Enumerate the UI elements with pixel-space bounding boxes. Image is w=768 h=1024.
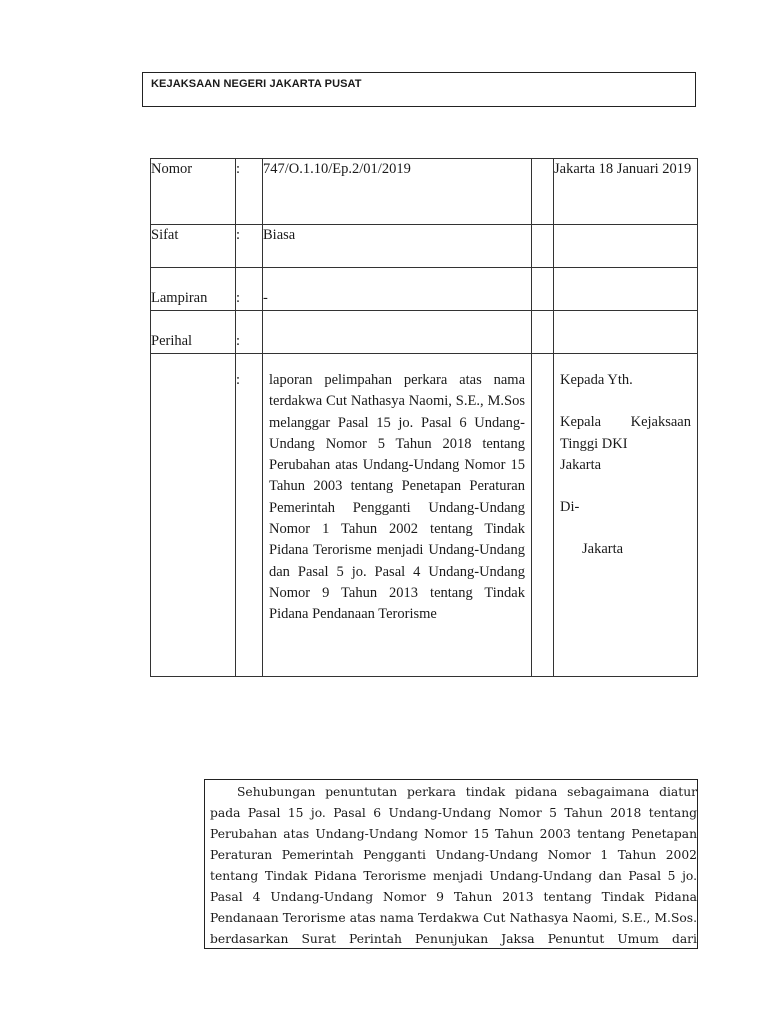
body-line: berdasarkan Surat Perintah Penunjukan Jaksa Penuntut Umum dari	[210, 932, 697, 946]
empty-cell	[554, 225, 698, 268]
row-perihal-content	[151, 354, 698, 677]
sifat-colon: :	[236, 225, 263, 268]
nomor-value: 747/O.1.10/Ep.2/01/2019	[263, 159, 532, 225]
recipient-title-city: Jakarta	[560, 456, 602, 473]
empty-cell	[263, 311, 532, 354]
body-line: pada Pasal 15 jo. Pasal 6 Undang-Undang Nomor 5 Tahun 2018 tentang	[210, 806, 697, 820]
spacer-cell	[532, 159, 554, 225]
recipient-di: Di-	[560, 499, 580, 516]
lampiran-value: -	[263, 268, 532, 311]
row-perihal	[151, 311, 698, 354]
recipient-title: Kepala Kejaksaan Tinggi DKI	[560, 414, 691, 452]
row-nomor	[151, 159, 698, 225]
nomor-colon: :	[236, 159, 263, 225]
empty-cell	[151, 354, 236, 677]
letter-info-table	[150, 158, 698, 677]
spacer-cell	[532, 354, 554, 677]
row-sifat	[151, 225, 698, 268]
content-colon: :	[236, 354, 263, 677]
perihal-content-cell	[263, 354, 532, 677]
spacer-cell	[532, 311, 554, 354]
lampiran-label: Lampiran	[151, 268, 236, 311]
row-lampiran	[151, 268, 698, 311]
body-line: Peraturan Pemerintah Pengganti Undang-Undang Nomor 1 Tahun 2002	[210, 848, 697, 862]
recipient-city: Jakarta	[582, 541, 624, 558]
perihal-content: laporan pelimpahan perkara atas nama terdakwa Cut Nathasya Naomi, S.E., M.Sos melanggar Pasal 15 jo. Pasal 6 Undang-Undang Nomor 5 Tahun 2018 tentang Perubahan atas Undang-Undang Nomor 15 Tahun 2003 tentang Penetapan Peraturan Pemerintah Pengganti Undang-Undang Nomor 1 Tahun 2002 tentang Tindak Pidana Terorisme menjadi Undang-Undang dan Pasal 5 jo. Pasal 4 Undang-Undang Nomor 9 Tahun 2013 tentang Tindak Pidana Pendanaan Terorisme	[269, 372, 525, 623]
letter-date-cell	[554, 159, 698, 225]
perihal-colon: :	[236, 311, 263, 354]
body-line: tentang Tindak Pidana Terorisme menjadi Undang-Undang dan Pasal 5 jo.	[210, 869, 697, 883]
recipient-block	[554, 354, 698, 677]
body-line: Pendanaan Terorisme atas nama Terdakwa Cut Nathasya Naomi, S.E., M.Sos.	[210, 911, 697, 925]
perihal-label: Perihal	[151, 311, 236, 354]
letter-body-box	[204, 779, 698, 949]
sifat-label: Sifat	[151, 225, 236, 268]
institution-header-box	[142, 72, 696, 107]
institution-name: KEJAKSAAN NEGERI JAKARTA PUSAT	[151, 78, 362, 90]
spacer-cell	[532, 268, 554, 311]
body-line: Perubahan atas Undang-Undang Nomor 15 Tahun 2003 tentang Penetapan	[210, 827, 697, 841]
sifat-value: Biasa	[263, 225, 532, 268]
lampiran-colon: :	[236, 268, 263, 311]
letter-date: Jakarta 18 Januari 2019	[554, 161, 692, 177]
spacer-cell	[532, 225, 554, 268]
empty-cell	[554, 268, 698, 311]
nomor-label: Nomor	[151, 159, 236, 225]
recipient-greeting: Kepada Yth.	[560, 372, 633, 388]
empty-cell	[554, 311, 698, 354]
body-line: Pasal 4 Undang-Undang Nomor 9 Tahun 2013 tentang Tindak Pidana	[210, 890, 697, 904]
body-line: Sehubungan penuntutan perkara tindak pidana sebagaimana diatur	[237, 785, 697, 799]
